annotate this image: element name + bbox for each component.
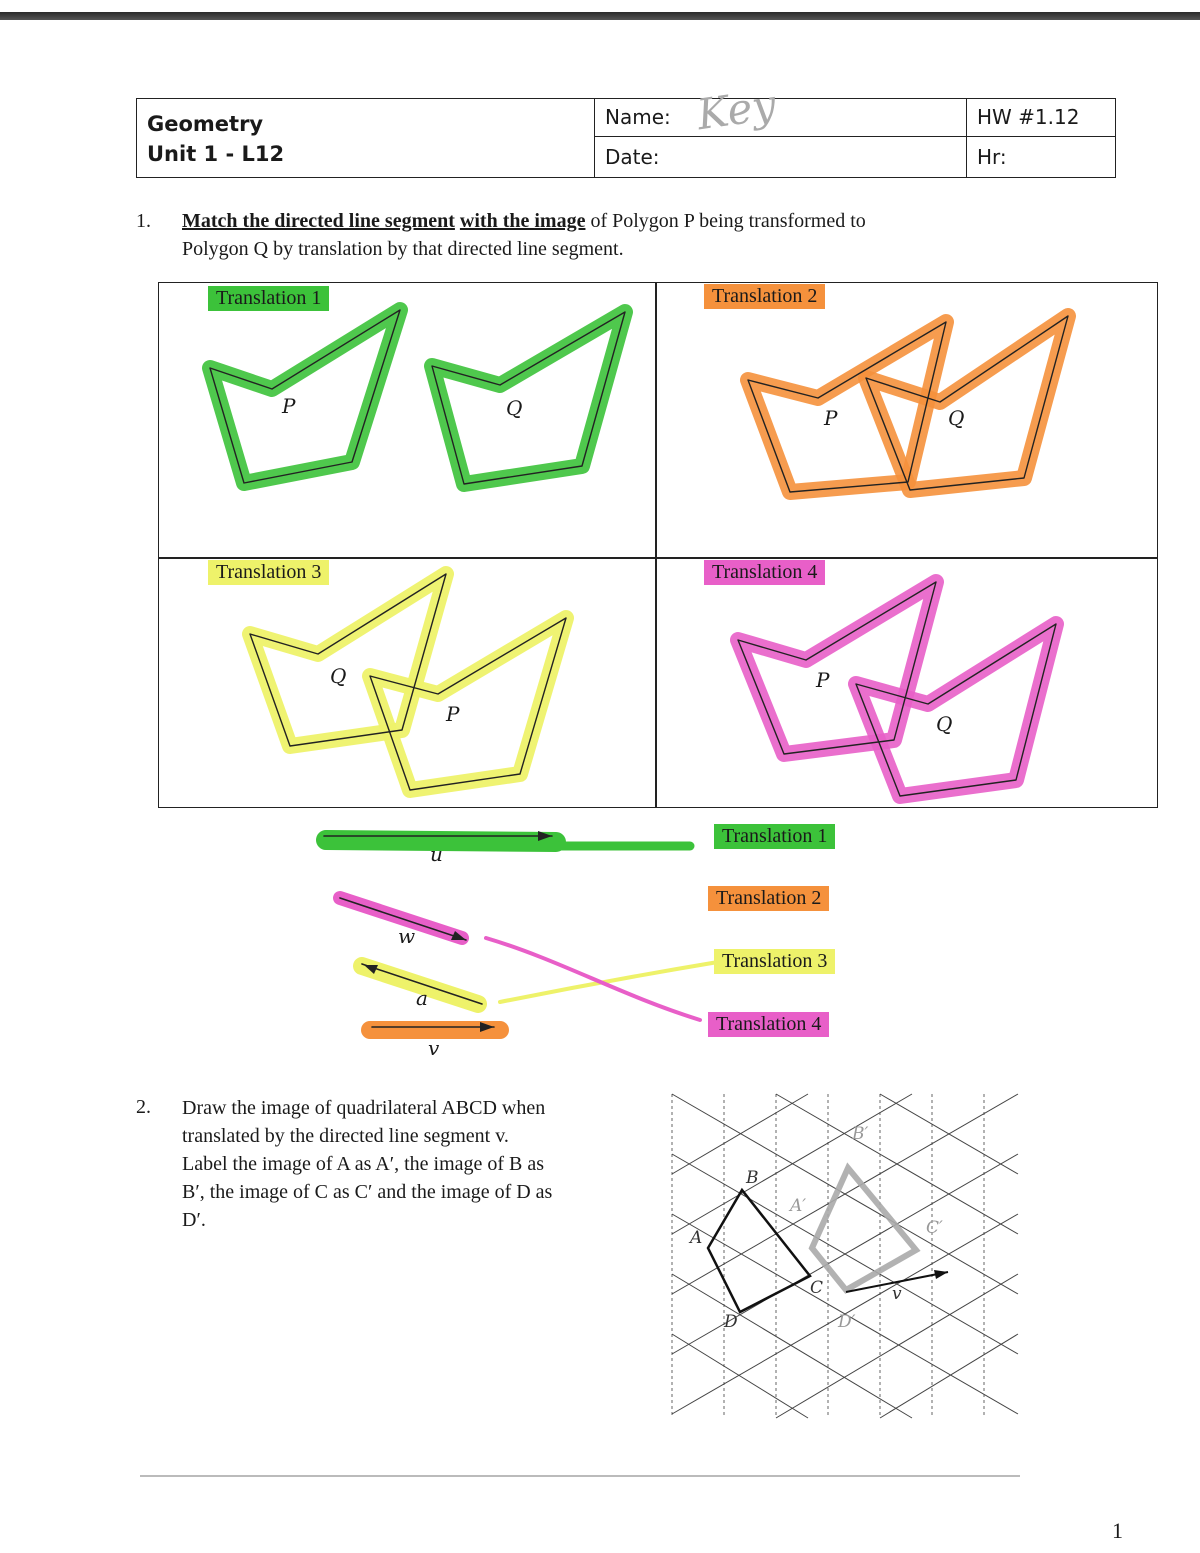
q2-number: 2. [136,1096,151,1118]
panel-4-figure [738,582,1056,796]
match-label-3: Translation 3 [714,949,835,974]
date-label: Date: [605,145,660,169]
segment-u-label: u [430,842,443,866]
isometric-grid [672,1094,1018,1418]
footer-divider [140,1475,1020,1477]
vertex-a-label: A [690,1228,703,1248]
panel-4-label-q: Q [936,712,953,736]
vertex-c-prime-label: C′ [926,1218,943,1238]
q2-line-3: Label the image of A as A′, the image of B as [182,1153,545,1175]
unit-title: Unit 1 - L12 [147,142,285,166]
panel-1-label-q: Q [506,396,523,420]
panel-1-polygon-q-highlight [432,312,625,484]
vertex-a-prime-label: A′ [790,1196,807,1216]
panel-4-label: Translation 4 [704,560,825,585]
hour-label: Hr: [977,145,1007,169]
match-label-4: Translation 4 [708,1012,829,1037]
panel-2-label-q: Q [948,406,965,430]
q1-instruction-rest: of Polygon P being transformed to [590,210,866,232]
q2-line-4: B′, the image of C as C′ and the image of D as [182,1181,553,1203]
segment-v-label: v [428,1036,440,1060]
q1-instruction-part1: Match the directed line segment [182,210,455,232]
q2-line-1: Draw the image of quadrilateral ABCD when [182,1097,546,1119]
match-line-translation-3 [500,962,718,1002]
match-label-2: Translation 2 [708,886,829,911]
vector-v-label: v [892,1284,902,1304]
match-label-1: Translation 1 [714,824,835,849]
segment-a-label: a [416,986,428,1010]
course-title: Geometry [147,112,264,136]
segment-w-label: w [398,924,416,948]
page-number: 1 [1112,1518,1123,1543]
panel-1-label-p: P [282,394,296,418]
panel-2-polygon-q-highlight [866,316,1068,490]
panel-3-figure [250,574,566,790]
q2-instruction [182,1094,652,1234]
q1-instruction-line2: Polygon Q by translation by that directed line segment. [182,238,624,260]
vertex-d-label: D [724,1312,738,1332]
panel-2-polygon-p-highlight [748,322,946,492]
panel-1-figure [210,310,625,484]
hw-label: HW #1.12 [977,105,1080,129]
vertex-c-label: C [810,1278,824,1298]
panel-3-label-p: P [446,702,460,726]
directed-segments [324,831,718,1032]
panel-1-polygon-p-highlight [210,310,400,483]
panel-2-label-p: P [824,406,838,430]
panel-4-label-p: P [816,668,830,692]
panel-2-label: Translation 2 [704,284,825,309]
panel-1-label: Translation 1 [208,286,329,311]
vector-v-arrowhead [934,1270,948,1279]
panel-4-polygon-p-highlight [738,582,936,754]
vertex-d-prime-label: D′ [838,1312,856,1332]
panel-3-polygon-p-highlight [370,618,566,790]
q1-number: 1. [136,210,151,232]
name-label: Name: [605,105,671,129]
q1-instruction-part2: with the image [459,210,586,232]
vertex-b-prime-label: B′ [852,1124,869,1144]
panel-2-figure [748,316,1068,492]
panel-4-polygon-q-highlight [856,624,1056,796]
vertex-b-label: B [746,1168,759,1188]
q2-line-5: D′. [182,1209,206,1231]
panel-3-polygon-q-highlight [250,574,446,746]
panel-3-label-q: Q [330,664,347,688]
match-line-translation-4 [486,938,700,1020]
panel-3-label: Translation 3 [208,560,329,585]
grid-line [672,1334,808,1418]
q2-line-2: translated by the directed line segment v. [182,1125,509,1147]
handwritten-name: Key [693,79,779,140]
